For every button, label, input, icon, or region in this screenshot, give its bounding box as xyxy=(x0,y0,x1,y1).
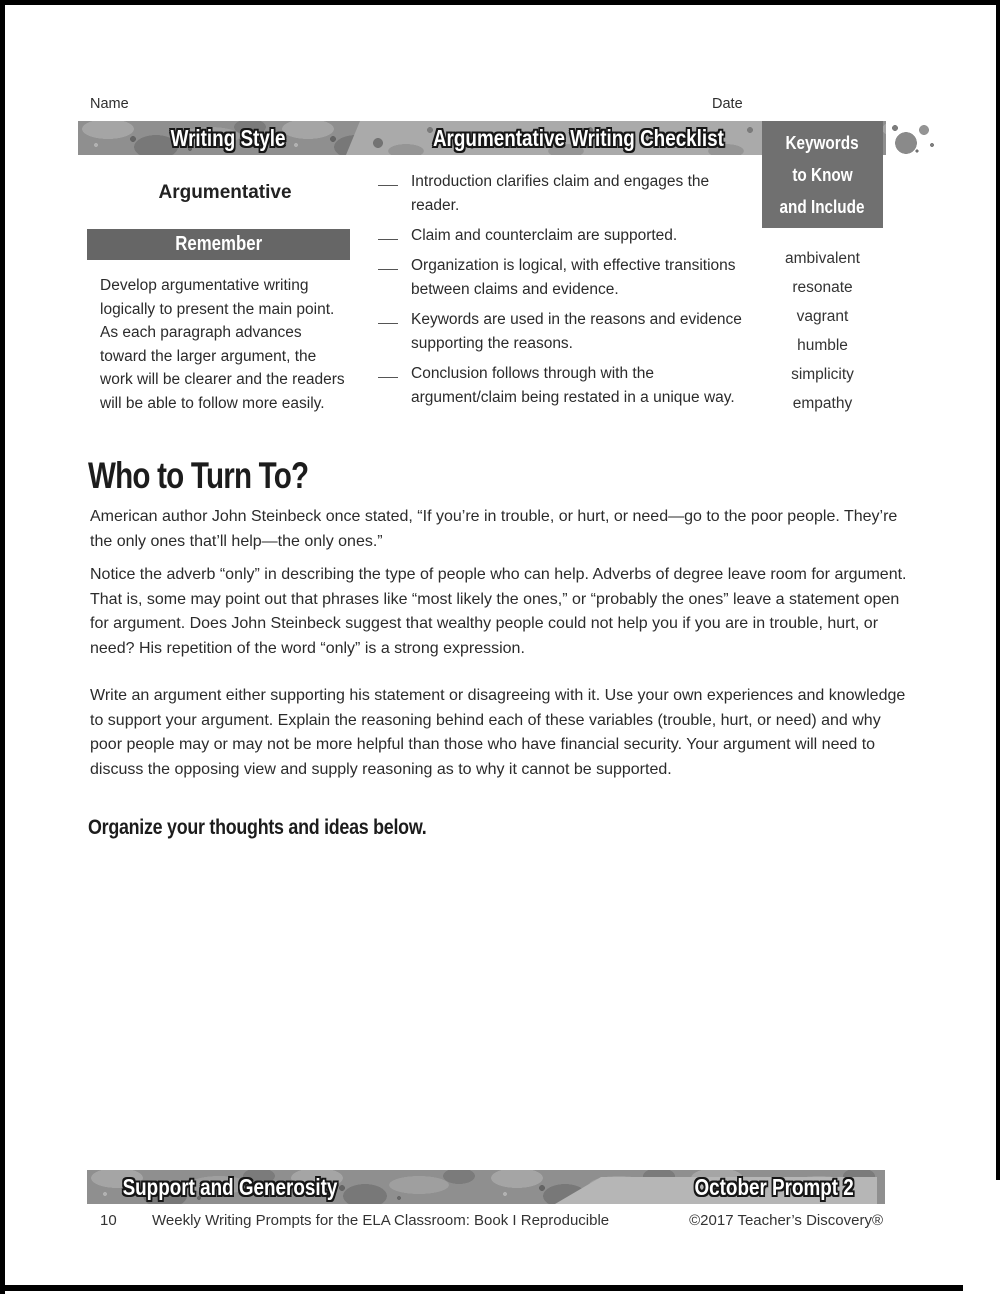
keyword-item: empathy xyxy=(792,395,853,412)
prompt-paragraph: Write an argument either supporting his statement or disagreeing with it. Use your own experiences and knowledge to support your argument. Explain the reasoning behind each of these variables (trouble, hurt, or need) and why poor people may or may not be more helpful than those who have financial security. Your argument will need to discuss the opposing view and supply reasoning as to why it cannot be supported. xyxy=(90,687,906,778)
checklist-item xyxy=(378,308,760,356)
checklist-banner-label: Argumentative Writing Checklist xyxy=(432,125,724,151)
keyword-item: humble xyxy=(797,337,848,354)
page-border-right xyxy=(996,0,1000,1180)
organize-heading: Organize your thoughts and ideas below. xyxy=(88,816,427,839)
date-label: Date xyxy=(712,96,743,112)
checklist-item-text: Conclusion follows through with the argument/claim being restated in a unique way. xyxy=(411,365,735,406)
prompt-paragraph: American author John Steinbeck once stated, “If you’re in trouble, or hurt, or need—go to the poor people. They’re the only ones that’ll help—the only ones.” xyxy=(90,508,898,550)
prompt-paragraph: Notice the adverb “only” in describing the type of people who can help. Adverbs of degree leave room for argument. That is, some may point out that phrases like “most likely the ones,” or “probably the ones” leave a statement open for argument. Does John Steinbeck suggest that wealthy people could not help you if you are in trouble, hurt, or need? His repetition of the word “only” is a strong expression. xyxy=(90,566,907,657)
checklist-blank-line xyxy=(378,377,398,378)
checklist-item xyxy=(378,362,760,410)
checklist-item xyxy=(378,254,760,302)
checklist-item-text: Introduction clarifies claim and engages the reader. xyxy=(411,173,710,214)
prompt-title: Who to Turn To? xyxy=(88,455,309,496)
checklist-blank-line xyxy=(378,323,398,324)
checklist-blank-line xyxy=(378,269,398,270)
prompt-number-banner-label: October Prompt 2 xyxy=(694,1174,854,1200)
writing-style-name: Argumentative xyxy=(158,182,292,203)
remember-text: Develop argumentative writing logically to present the main point. As each paragraph advances toward the larger argument, the work will be clearer and the readers will be able to follow more easily. xyxy=(100,277,345,412)
theme-banner-label: Support and Generosity xyxy=(122,1174,338,1200)
remember-title: Remember xyxy=(175,233,262,255)
copyright-notice: ©2017 Teacher’s Discovery® xyxy=(689,1212,883,1229)
checklist-blank-line xyxy=(378,185,398,186)
checklist-item xyxy=(378,170,760,218)
keywords-list xyxy=(762,244,883,418)
page-border-bottom xyxy=(0,1285,963,1291)
page-number: 10 xyxy=(100,1212,117,1229)
keywords-box-header xyxy=(762,121,883,228)
checklist-item-text: Organization is logical, with effective transitions between claims and evidence. xyxy=(411,257,736,298)
student-writing-area xyxy=(90,852,910,1160)
keywords-box-line: to Know xyxy=(792,164,853,185)
writing-style-banner-label: Writing Style xyxy=(170,125,286,151)
argumentative-writing-checklist xyxy=(378,170,760,416)
page-border-left xyxy=(0,0,5,1294)
keywords-box-line: Keywords xyxy=(785,132,860,153)
checklist-blank-line xyxy=(378,239,398,240)
checklist-item-text: Claim and counterclaim are supported. xyxy=(411,227,678,244)
checklist-item-text: Keywords are used in the reasons and evidence supporting the reasons. xyxy=(411,311,742,352)
keywords-box-line: and Include xyxy=(779,196,865,217)
remember-header-bar xyxy=(87,229,350,260)
name-label: Name xyxy=(90,96,129,112)
page-border-top xyxy=(0,0,1000,5)
footer-banner xyxy=(87,1170,885,1204)
keyword-item: ambivalent xyxy=(785,250,860,267)
book-title: Weekly Writing Prompts for the ELA Classroom: Book I Reproducible xyxy=(152,1212,610,1229)
keyword-item: simplicity xyxy=(791,366,854,383)
keyword-item: vagrant xyxy=(796,308,849,325)
keyword-item: resonate xyxy=(792,279,853,296)
paint-splatter-decoration xyxy=(886,121,938,159)
checklist-item xyxy=(378,224,760,248)
